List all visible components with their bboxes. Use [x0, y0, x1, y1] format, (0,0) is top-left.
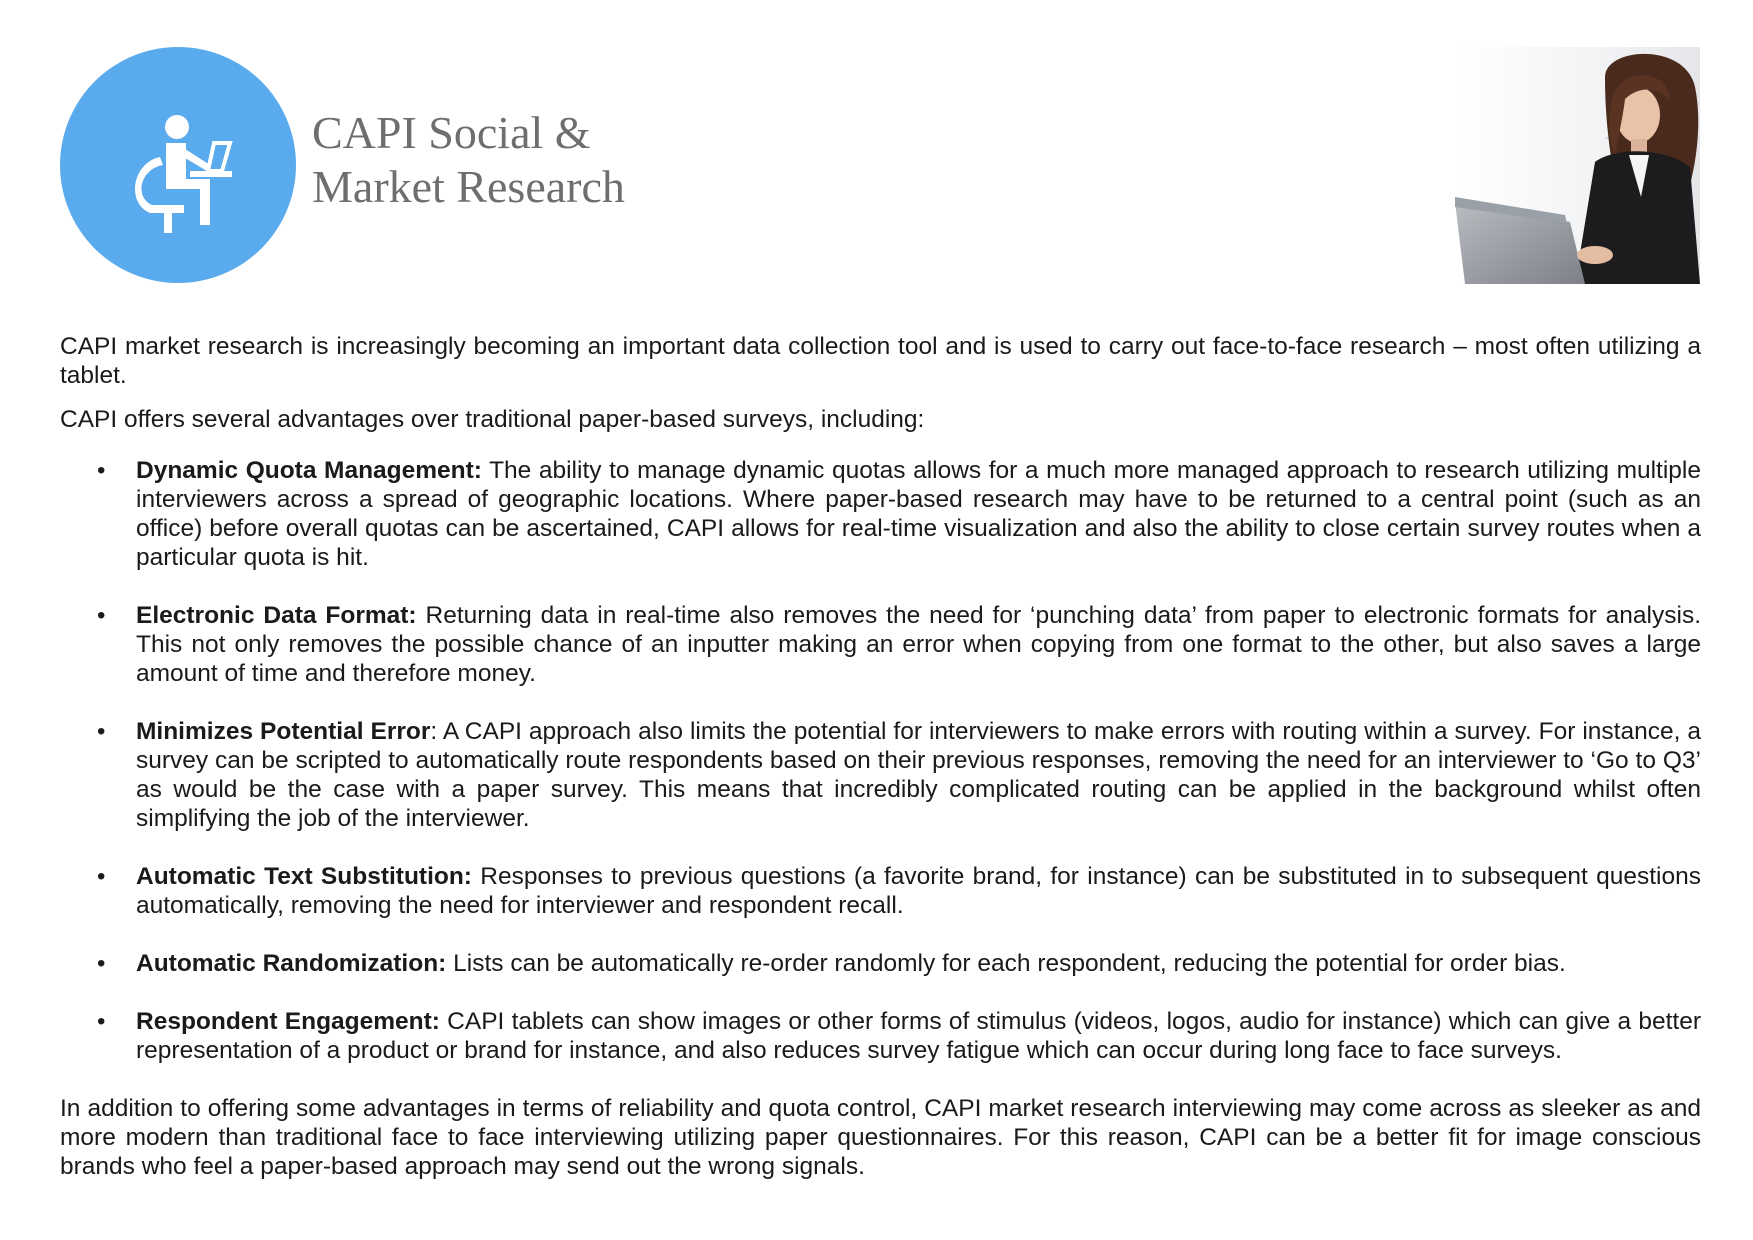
- item-text: CAPI tablets can show images or other forms of stimulus (videos, logos, audio for instance) which can give a better representation of a product or brand for instance, and also reduces survey fatigue which can occur during long face to face surveys.: [136, 1008, 1701, 1064]
- item-text: The ability to manage dynamic quotas allows for a much more managed approach to research utilizing multiple interviewers across a spread of geographic locations. Where paper-based research may have to be returned to a central point (such as an office) before overall quotas can be ascertained, CAPI allows for real-time visualization and also the ability to close certain survey routes when a particular quota is hit.: [136, 457, 1701, 571]
- item-term: Dynamic Quota Management:: [136, 457, 482, 484]
- logo-circle: [60, 47, 296, 283]
- item-text: : A CAPI approach also limits the potential for interviewers to make errors with routing within a survey. For instance, a survey can be scripted to automatically route respondents based on their previous responses, removing the need for an interviewer to ‘Go to Q3’ as would be the case with a paper survey. This means that incredibly complicated routing can be applied in the background whilst often simplifying the job of the interviewer.: [136, 718, 1701, 832]
- bullet-icon: •: [97, 1008, 106, 1035]
- intro-paragraph: CAPI market research is increasingly becoming an important data collection tool and is used to carry out face-to-face research – most often utilizing a tablet.: [60, 333, 1701, 389]
- list-item: [60, 949, 1701, 978]
- item-text: Lists can be automatically re-order randomly for each respondent, reducing the potential for order bias.: [446, 950, 1566, 977]
- item-term: Respondent Engagement:: [136, 1008, 440, 1035]
- closing-paragraph: In addition to offering some advantages in terms of reliability and quota control, CAPI market research interviewing may come across as sleeker as and more modern than traditional face to face interviewing utilizing paper questionnaires. For this reason, CAPI can be a better fit for image conscious brands who feel a paper-based approach may send out the wrong signals.: [60, 1095, 1701, 1180]
- page-title: [312, 106, 625, 214]
- list-item: [60, 717, 1701, 833]
- item-term: Minimizes Potential Error: [136, 718, 431, 745]
- bullet-icon: •: [97, 718, 106, 745]
- list-item: [60, 1007, 1701, 1065]
- lead-paragraph: CAPI offers several advantages over traditional paper-based surveys, including:: [60, 406, 925, 433]
- bullet-icon: •: [97, 602, 106, 629]
- item-term: Automatic Text Substitution:: [136, 863, 472, 890]
- person-at-laptop-icon: [60, 47, 296, 283]
- item-term: Automatic Randomization:: [136, 950, 447, 977]
- list-item: [60, 862, 1701, 920]
- bullet-icon: •: [97, 950, 106, 977]
- woman-using-laptop-photo: [1455, 47, 1700, 284]
- title-line-1: CAPI Social &: [312, 107, 591, 158]
- bullet-icon: •: [97, 457, 106, 484]
- item-text: Responses to previous questions (a favorite brand, for instance) can be substituted in to subsequent questions automatically, removing the need for interviewer and respondent recall.: [136, 863, 1701, 919]
- item-text: Returning data in real-time also removes the need for ‘punching data’ from paper to electronic formats for analysis. This not only removes the possible chance of an inputter making an error when copying from one format to the other, but also saves a large amount of time and therefore money.: [136, 602, 1702, 687]
- list-item: [60, 456, 1701, 572]
- item-term: Electronic Data Format:: [136, 602, 417, 629]
- advantages-list: [60, 456, 1701, 1065]
- bullet-icon: •: [97, 863, 106, 890]
- title-line-2: Market Research: [312, 161, 625, 212]
- main-content: [60, 332, 1701, 1181]
- list-item: [60, 601, 1701, 688]
